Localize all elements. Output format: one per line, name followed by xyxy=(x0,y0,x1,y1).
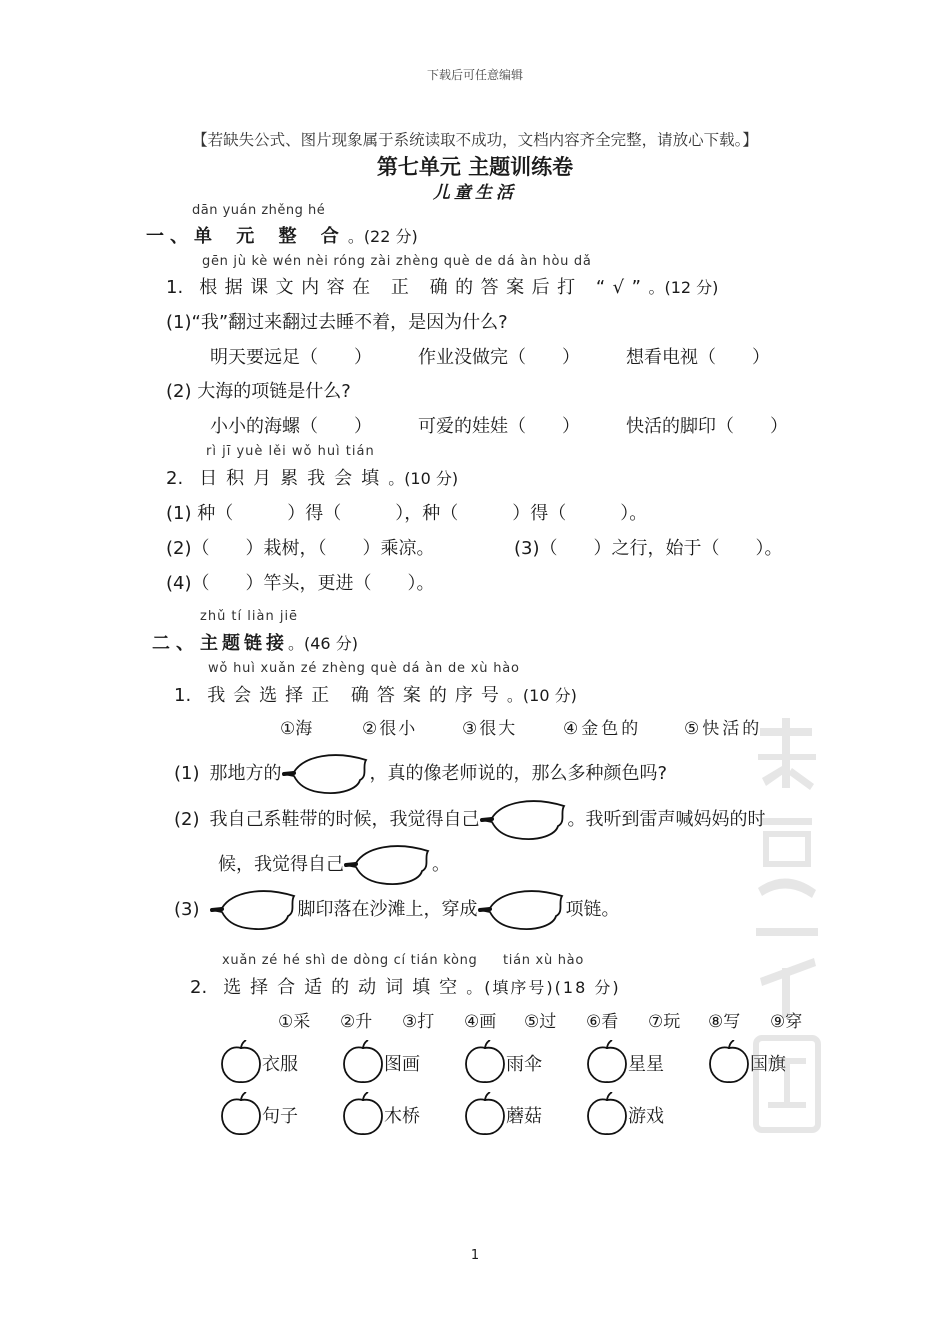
s2q2-row2-word-4: 游戏 xyxy=(628,1106,664,1127)
s2q1-s2-d: 。 xyxy=(432,854,450,875)
s2q1-sentence-2-cont xyxy=(218,843,450,887)
apple-blank-icon[interactable] xyxy=(464,1092,508,1136)
s2q2-choice-6: ⑥看 xyxy=(586,1012,619,1032)
s2q1-text: 我会选择正 确答案的序号 xyxy=(207,685,507,706)
s2q2-row1-word-3: 雨伞 xyxy=(506,1054,542,1075)
leaf-blank-icon[interactable] xyxy=(282,752,370,796)
section1-pinyin: dān yuán zhěng hé xyxy=(192,203,326,218)
q1-sub2-option-1[interactable]: 小小的海螺（ ） xyxy=(210,416,372,437)
page-subtitle: 儿童生活 xyxy=(433,183,517,203)
s2q2-row1-word-1: 衣服 xyxy=(262,1054,298,1075)
q1-sub2-label: (2) 大海的项链是什么? xyxy=(166,381,351,402)
q1-pinyin: gēn jù kè wén nèi róng zài zhèng què de dá àn hòu dǎ xyxy=(202,254,592,269)
q1-sub1-option-3[interactable]: 想看电视（ ） xyxy=(626,347,770,368)
section2-score: 。(46 分) xyxy=(288,634,358,653)
s2q1-s1-b: ，真的像老师说的，那么多种颜色吗? xyxy=(369,763,668,784)
section2-heading xyxy=(152,629,358,655)
s2q2-choice-5: ⑤过 xyxy=(524,1012,557,1032)
s2q1-s2-b: 。我听到雷声喊妈妈的时 xyxy=(567,809,766,830)
s2q1-number: 1. xyxy=(174,685,192,706)
q1-sub1-option-1[interactable]: 明天要远足（ ） xyxy=(210,347,372,368)
s2q2-choice-7: ⑦玩 xyxy=(648,1012,681,1032)
section1-heading xyxy=(146,222,418,248)
q2-line-3[interactable]: (4)（ ）竿头，更进（ ）。 xyxy=(166,573,435,594)
s2q1-s1-a: 那地方的 xyxy=(209,763,282,784)
s2q1-s2-a: 我自己系鞋带的时候，我觉得自己 xyxy=(209,809,480,830)
q2-line-2b[interactable]: (3)（ ）之行，始于（ ）。 xyxy=(514,538,783,559)
q2-question xyxy=(166,464,458,490)
s2q1-sentence-3 xyxy=(174,888,620,932)
s2q1-s3-b: 项链。 xyxy=(565,899,620,920)
apple-blank-icon[interactable] xyxy=(342,1040,386,1084)
section1-number: 一、 xyxy=(146,226,194,247)
s2q2-row1-word-4: 星星 xyxy=(628,1054,664,1075)
q2-text: 日积月累我会填 xyxy=(199,468,389,489)
leaf-blank-icon[interactable] xyxy=(480,798,568,842)
s2q2-pinyin-a: xuǎn zé hé shì de dòng cí tián kòng xyxy=(222,953,478,968)
apple-blank-icon[interactable] xyxy=(342,1092,386,1136)
s2q2-pinyin-b: tián xù hào xyxy=(503,953,584,968)
q2-line-2a[interactable]: (2)（ ）栽树，（ ）乘凉。 xyxy=(166,538,435,559)
section2-number: 二、 xyxy=(152,633,200,654)
s2q1-choice-5: ⑤快活的 xyxy=(684,719,763,739)
s2q2-row1-word-5: 国旗 xyxy=(750,1054,786,1075)
s2q2-row1-word-2: 图画 xyxy=(384,1054,420,1075)
q2-score: 。(10 分) xyxy=(388,469,459,488)
apple-blank-icon[interactable] xyxy=(586,1092,630,1136)
s2q2-choice-9: ⑨穿 xyxy=(770,1012,803,1032)
page-title: 第七单元 主题训练卷 xyxy=(376,155,574,179)
q1-score: 。(12 分) xyxy=(648,278,719,297)
s2q1-choice-4: ④金色的 xyxy=(563,719,642,739)
s2q2-row2-word-3: 蘑菇 xyxy=(506,1106,542,1127)
apple-blank-icon[interactable] xyxy=(708,1040,752,1084)
s2q2-question xyxy=(190,973,621,999)
s2q1-sentence-1 xyxy=(174,752,667,796)
s2q2-score: 。(填序号)(18 分) xyxy=(466,978,621,997)
s2q1-choice-2: ②很小 xyxy=(362,719,418,739)
q1-sub2-option-2[interactable]: 可爱的娃娃（ ） xyxy=(418,416,580,437)
watermark-seal xyxy=(752,718,822,1138)
s2q1-sentence-2 xyxy=(174,798,766,842)
s2q1-s1-label: (1) xyxy=(174,763,200,784)
q1-sub2-option-3[interactable]: 快活的脚印（ ） xyxy=(626,416,788,437)
section2-title: 主题链接 xyxy=(200,633,288,654)
s2q2-choice-1: ①采 xyxy=(278,1012,311,1032)
section1-score: 。(22 分) xyxy=(347,227,418,246)
s2q2-text: 选择合适的动词填空 xyxy=(223,977,467,998)
page-number: 1 xyxy=(470,1248,480,1263)
section1-title: 单 元 整 合 xyxy=(194,226,348,247)
leaf-blank-icon[interactable] xyxy=(478,888,566,932)
s2q1-choice-1: ①海 xyxy=(280,719,313,739)
q1-sub1-label: (1)“我”翻过来翻过去睡不着，是因为什么? xyxy=(166,312,508,333)
s2q2-choice-4: ④画 xyxy=(464,1012,497,1032)
s2q2-row2-word-2: 木桥 xyxy=(384,1106,420,1127)
top-note: 下载后可任意编辑 xyxy=(426,68,523,82)
q2-pinyin: rì jī yuè lěi wǒ huì tián xyxy=(206,444,375,459)
apple-blank-icon[interactable] xyxy=(586,1040,630,1084)
apple-blank-icon[interactable] xyxy=(464,1040,508,1084)
s2q1-s2-label: (2) xyxy=(174,809,200,830)
s2q2-row2-word-1: 句子 xyxy=(262,1106,298,1127)
q1-question xyxy=(166,273,718,299)
s2q1-choice-3: ③很大 xyxy=(462,719,518,739)
download-notice: 【若缺失公式、图片现象属于系统读取不成功，文档内容齐全完整，请放心下载。】 xyxy=(192,131,758,149)
s2q1-pinyin: wǒ huì xuǎn zé zhèng què dá àn de xù hào xyxy=(208,661,520,676)
s2q2-number: 2. xyxy=(190,977,208,998)
q1-number: 1. xyxy=(166,277,184,298)
q1-text: 根据课文内容在 正 确的答案后打 “√” xyxy=(199,277,649,298)
s2q2-choice-3: ③打 xyxy=(402,1012,435,1032)
leaf-blank-icon[interactable] xyxy=(210,888,298,932)
q2-number: 2. xyxy=(166,468,184,489)
q2-line-1[interactable]: (1) 种（ ）得（ ），种（ ）得（ ）。 xyxy=(166,503,648,524)
leaf-blank-icon[interactable] xyxy=(344,843,432,887)
section2-pinyin: zhǔ tí liàn jiē xyxy=(200,609,299,624)
apple-blank-icon[interactable] xyxy=(220,1040,264,1084)
apple-blank-icon[interactable] xyxy=(220,1092,264,1136)
s2q1-s3-label: (3) xyxy=(174,899,200,920)
s2q1-s2-c: 候，我觉得自己 xyxy=(218,854,344,875)
s2q1-score: 。(10 分) xyxy=(506,686,577,705)
s2q2-choice-8: ⑧写 xyxy=(708,1012,741,1032)
q1-sub1-option-2[interactable]: 作业没做完（ ） xyxy=(418,347,580,368)
s2q1-question xyxy=(174,681,577,707)
s2q2-choice-2: ②升 xyxy=(340,1012,373,1032)
s2q1-s3-a: 脚印落在沙滩上，穿成 xyxy=(297,899,478,920)
